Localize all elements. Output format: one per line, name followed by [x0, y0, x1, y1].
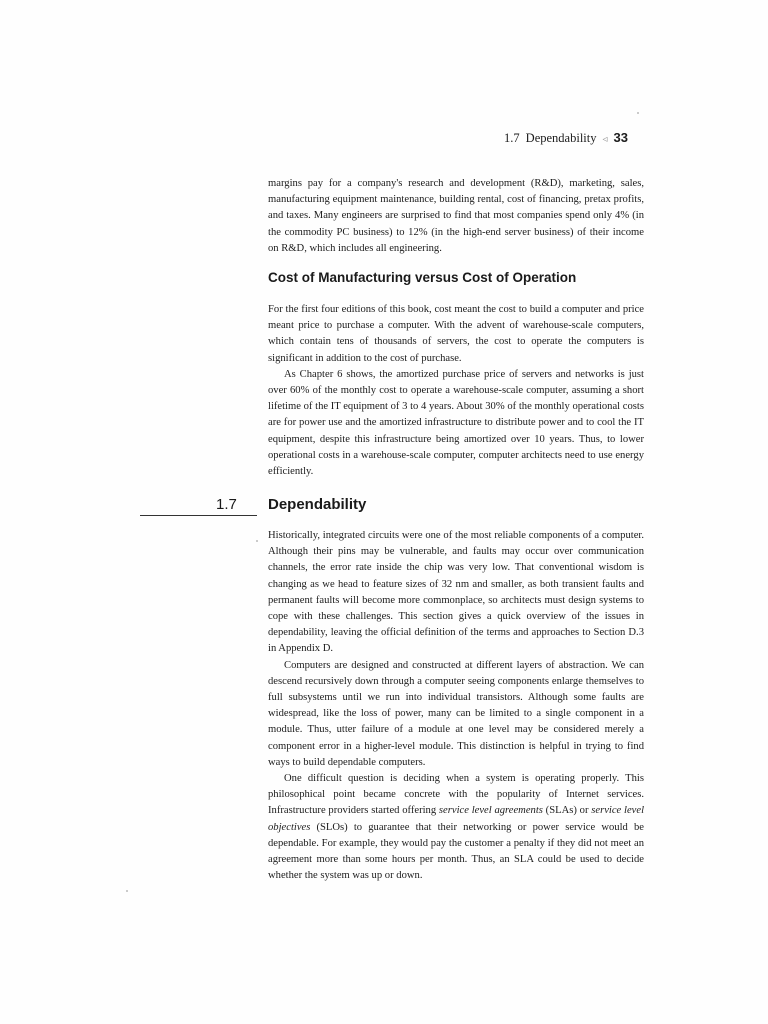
section-paragraph-2: Computers are designed and constructed at different layers of abstraction. We can descend recursively down through a computer seeing components enlarge themselves to full subsystems until we run into individual transistors. Although some faults are widespread, like the loss of power, many can be limited to a single component in a module. Thus, utter failure of a module at one level may be considered merely a component error in a higher-level module. This distinction is helpful in trying to find ways to build dependable computers.	[268, 659, 644, 768]
scan-speck	[637, 112, 639, 114]
section-body	[268, 528, 644, 884]
subsection-heading: Cost of Manufacturing versus Cost of Operation	[268, 270, 577, 285]
separator-icon: ◃	[602, 134, 608, 145]
section-title: Dependability	[268, 496, 367, 513]
subsection-paragraph-2: As Chapter 6 shows, the amortized purchase price of servers and networks is just over 60% of the monthly cost to operate a warehouse-scale computer, assuming a short lifetime of the IT equipment of 3 to 4 years. About 30% of the monthly operational costs are for power use and the amortized infrastructure to distribute power and to cool the IT equipment, despite this infrastructure being amortized over 10 years. Thus, to lower operational costs in a warehouse-scale computer, computer architects need to use energy efficiently.	[268, 368, 644, 478]
opening-paragraph-block	[268, 176, 644, 257]
sla-text-3: (SLOs) to guarantee that their networking or power service would be dependable. For example, they would pay the customer a penalty if they did not meet an agreement more than some hours per month. Thus, an SLA could be used to decide whether the system was up or down.	[268, 821, 644, 882]
sla-term: service level agreements	[438, 805, 543, 817]
section-rule	[140, 515, 257, 516]
opening-paragraph: margins pay for a company's research and development (R&D), marketing, sales, manufacturing equipment maintenance, building rental, cost of financing, pretax profits, and taxes. Many engineers are surprised to find that most companies spend only 4% (in the commodity PC business) to 12% (in the high-end server business) of their income on R&D, which includes all engineering.	[268, 178, 644, 254]
subsection-body	[268, 302, 644, 480]
running-head	[504, 130, 628, 146]
slo-term: service level objectives	[268, 805, 645, 833]
scan-speck	[256, 540, 258, 542]
scan-speck	[126, 890, 128, 892]
sla-text-1: One difficult question is deciding when a system is operating properly. This philosophical point became concrete with the popularity of Internet services. Infrastructure providers started offering	[268, 773, 644, 817]
section-paragraph-3	[268, 771, 644, 884]
subsection-paragraph-1: For the first four editions of this book, cost meant the cost to build a computer and price meant price to purchase a computer. With the advent of warehouse-scale computers, which contain tens of thousands of servers, the cost to operate the computers is significant in addition to the cost of purchase.	[268, 304, 644, 364]
sla-text-2: (SLAs) or	[542, 805, 592, 817]
section-number: 1.7	[216, 496, 237, 513]
page-number: 33	[613, 130, 628, 145]
running-head-section: 1.7	[504, 131, 520, 145]
section-paragraph-1: Historically, integrated circuits were one of the most reliable components of a computer. Although their pins may be vulnerable, and faults may occur over communication channels, the error rate inside the chip was very low. That conventional wisdom is changing as we head to feature sizes of 32 nm and smaller, as both transient faults and permanent faults will become more commonplace, so architects must design systems to cope with these challenges. This section gives a quick overview of the issues in dependability, leaving the official definition of the terms and approaches to Section D.3 in Appendix D.	[268, 530, 644, 655]
running-head-title: Dependability	[525, 131, 597, 145]
